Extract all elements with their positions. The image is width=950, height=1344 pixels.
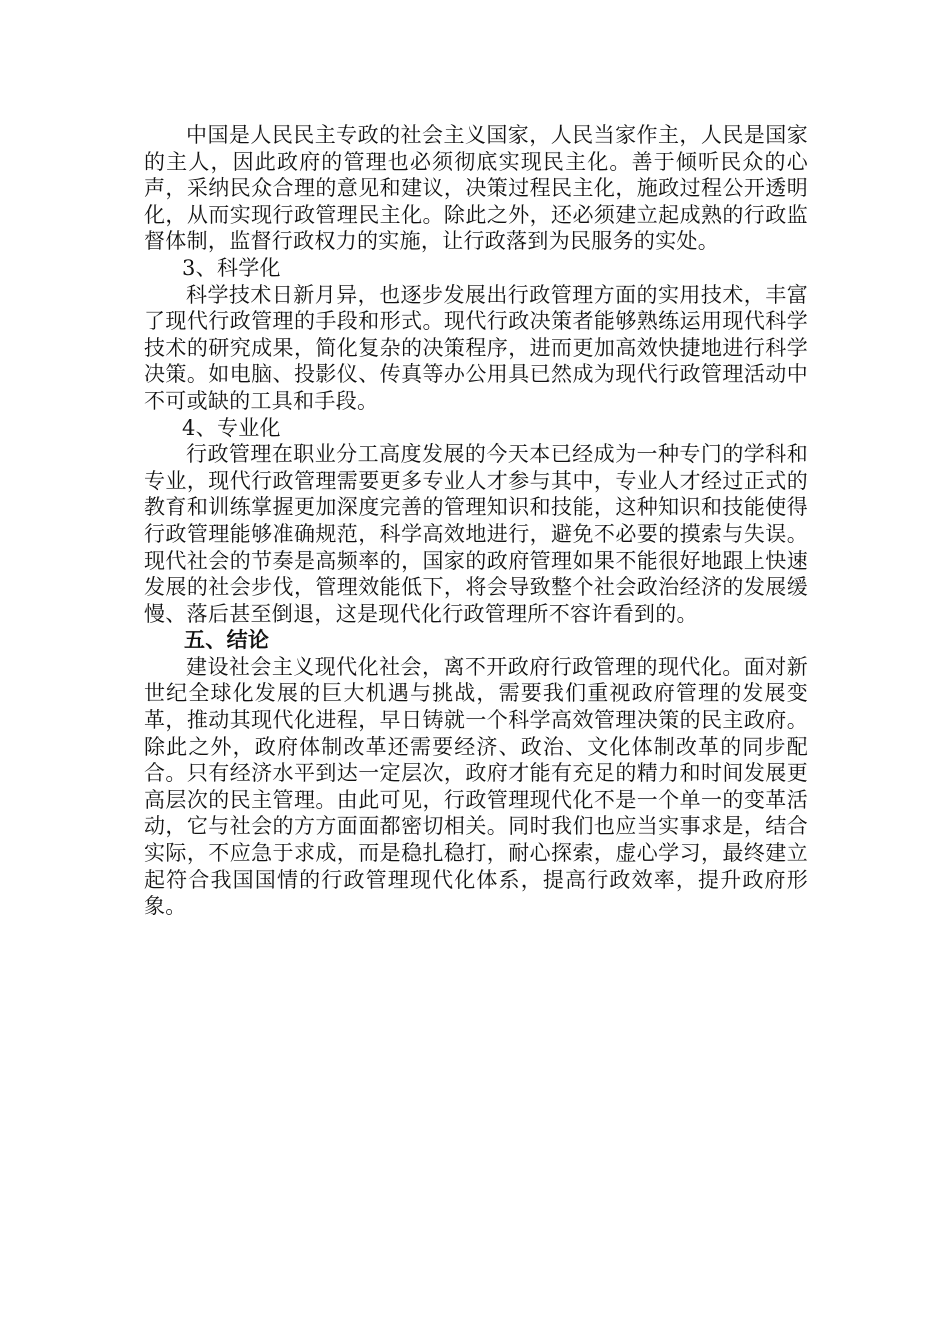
subheading-professional: 4、专业化	[182, 415, 281, 440]
document-page	[144, 122, 808, 920]
section-heading-conclusion: 五、结论	[184, 627, 270, 653]
paragraph-conclusion: 建设社会主义现代化社会，离不开政府行政管理的现代化。面对新世纪全球化发展的巨大机遇与挑战，需要我们重视政府管理的发展变革，推动其现代化进程，早日铸就一个科学高效管理决策的民主政府。除此之外，政府体制改革还需要经济、政治、文化体制改革的同步配合。只有经济水平到达一定层次，政府才能有充足的精力和时间发展更高层次的民主管理。由此可见，行政管理现代化不是一个单一的变革活动，它与社会的方方面面都密切相关。同时我们也应当实事求是，结合实际，不应急于求成，而是稳扎稳打，耐心探索，虚心学习，最终建立起符合我国国情的行政管理现代化体系，提高行政效率，提升政府形象。	[144, 654, 808, 919]
paragraph-democratization: 中国是人民民主专政的社会主义国家，人民当家作主，人民是国家的主人，因此政府的管理也必须彻底实现民主化。善于倾听民众的心声，采纳民众合理的意见和建议，决策过程民主化，施政过程公开透明化，从而实现行政管理民主化。除此之外，还必须建立起成熟的行政监督体制，监督行政权力的实施，让行政落到为民服务的实处。	[144, 123, 808, 254]
subheading-scientific: 3、科学化	[182, 255, 281, 280]
paragraph-scientific: 科学技术日新月异，也逐步发展出行政管理方面的实用技术，丰富了现代行政管理的手段和形式。现代行政决策者能够熟练运用现代科学技术的研究成果，简化复杂的决策程序，进而更加高效快捷地进行科学决策。如电脑、投影仪、传真等办公用具已然成为现代行政管理活动中不可或缺的工具和手段。	[144, 282, 808, 413]
paragraph-professional: 行政管理在职业分工高度发展的今天本已经成为一种专门的学科和专业，现代行政管理需要更多专业人才参与其中，专业人才经过正式的教育和训练掌握更加深度完善的管理知识和技能，这种知识和技能使得行政管理能够准确规范，科学高效地进行，避免不必要的摸索与失误。现代社会的节奏是高频率的，国家的政府管理如果不能很好地跟上快速发展的社会步伐，管理效能低下，将会导致整个社会政治经济的发展缓慢、落后甚至倒退，这是现代化行政管理所不容许看到的。	[144, 442, 808, 626]
